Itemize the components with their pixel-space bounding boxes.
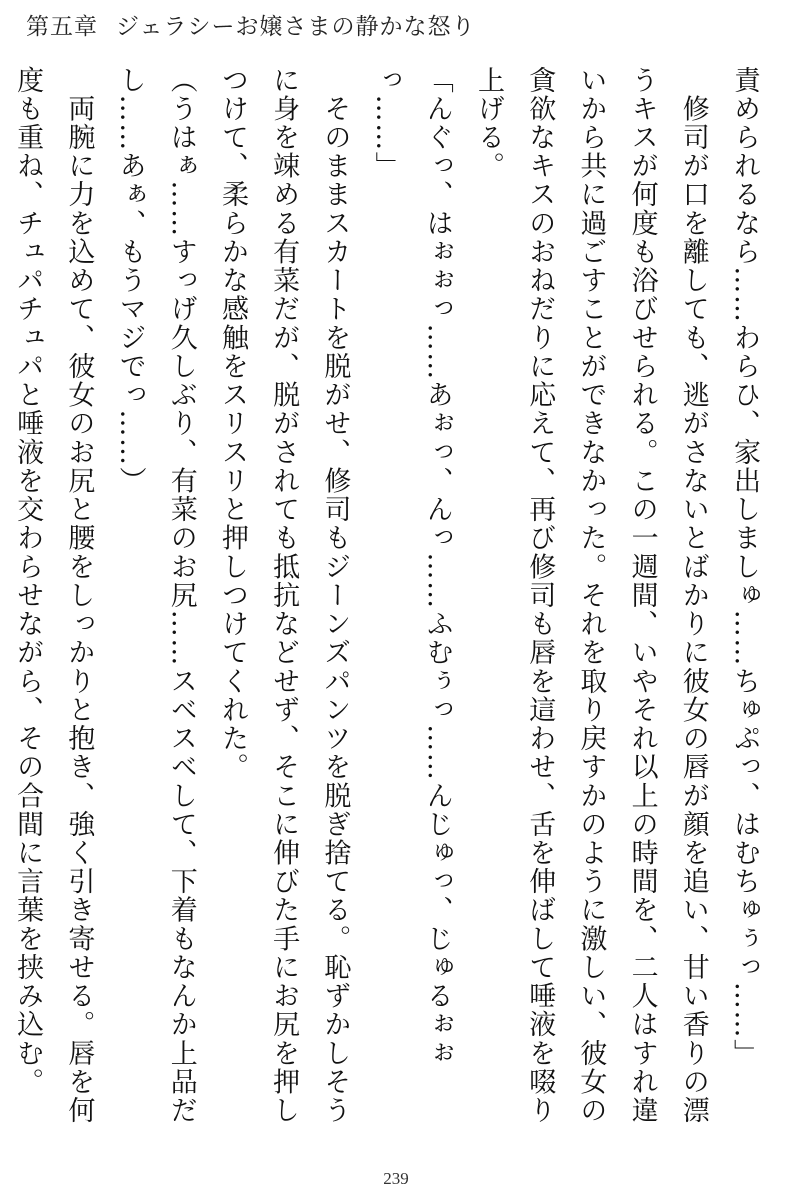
page-number: 239 [383,1169,409,1188]
running-header [26,8,476,41]
paragraph-3: 「んぐっ、はぉぉっ……あぉっ、んっ……ふむぅっ……んじゅっ、じゅるぉぉっ……」 [370,66,453,1068]
chapter-number: 第五章 [26,14,98,40]
vertical-body-text [12,66,770,1141]
paragraph-6: 両腕に力を込めて、彼女のお尻と腰をしっかりと抱き、強く引き寄せる。唇を何度も重ね、チュパチュパと唾液を交わらせながら、その合間に言葉を挟み込む。 [12,66,95,1125]
paragraph-4: そのままスカートを脱がせ、修司もジーンズパンツを脱ぎ捨てる。恥ずかしそうに身を竦める有菜だが、脱がされても抵抗などせず、そこに伸びた手にお尻を押しつけて、柔らかな感触をスリスリと押しつけてくれた。 [216,66,351,1125]
chapter-title: ジェラシーお嬢さまの静かな怒り [116,14,476,40]
paragraph-2: 修司が口を離しても、逃がさないとばかりに彼女の唇が顔を追い、甘い香りの漂うキスが何度も浴びせられる。この一週間、いやそれ以上の時間を、二人はすれ違いから共に過ごすことができなかった。それを取り戻すかのように激しい、彼女の貪欲なキスのおねだりに応えて、再び修司も唇を這わせ、舌を伸ばして唾液を啜り上げる。 [472,66,709,1125]
paragraph-1: 責められるなら……わらひ、家出しましゅ……ちゅぷっ、はむちゅぅっ……」 [729,66,760,1068]
paragraph-5: （うはぁ……すっげ久しぶり、有菜のお尻……スベスベして、下着もなんか上品だし……あぁ、もうマジでっ……） [114,66,197,1125]
paragraph-7 [0,66,2,1141]
